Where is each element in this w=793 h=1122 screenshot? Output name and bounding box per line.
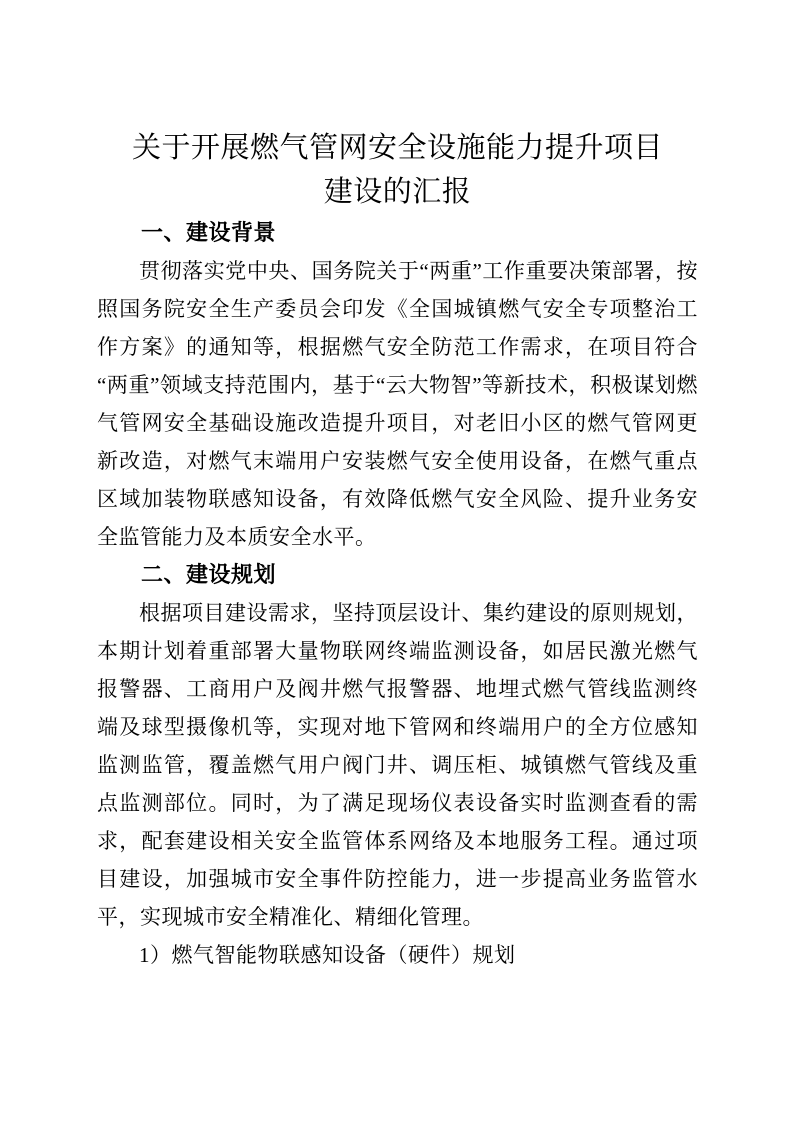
section-1-paragraph: 贯彻落实党中央、国务院关于“两重”工作重要决策部署，按照国务院安全生产委员会印发《全国城镇燃气安全专项整治工作方案》的通知等，根据燃气安全防范工作需求，在项目符合“两重”领域支持范围内，基于“云大物智”等新技术，积极谋划燃气管网安全基础设施改造提升项目，对老旧小区的燃气管网更新改造，对燃气末端用户安装燃气安全使用设备，在燃气重点区域加装物联感知设备，有效降低燃气安全风险、提升业务安全监管能力及本质安全水平。 <box>97 259 698 549</box>
document-title-line2: 建设的汇报 <box>323 176 472 208</box>
section-2-heading: 二、建设规划 <box>141 562 277 587</box>
document-title-line1: 关于开展燃气管网安全设施能力提升项目 <box>131 132 663 164</box>
document-title <box>97 126 698 214</box>
section-2-paragraph: 根据项目建设需求，坚持顶层设计、集约建设的原则规划，本期计划着重部署大量物联网终端监测设备，如居民激光燃气报警器、工商用户及阀井燃气报警器、地埋式燃气管线监测终端及球型摄像机等，实现对地下管网和终端用户的全方位感知监测监管，覆盖燃气用户阀门井、调压柜、城镇燃气管线及重点监测部位。同时，为了满足现场仪表设备实时监测查看的需求，配套建设相关安全监管体系网络及本地服务工程。通过项目建设，加强城市安全事件防控能力，进一步提高业务监管水平，实现城市安全精准化、精细化管理。 <box>97 601 698 929</box>
section-2-subitem-1: 1）燃气智能物联感知设备（硬件）规划 <box>139 943 516 967</box>
section-1-heading: 一、建设背景 <box>141 220 277 245</box>
